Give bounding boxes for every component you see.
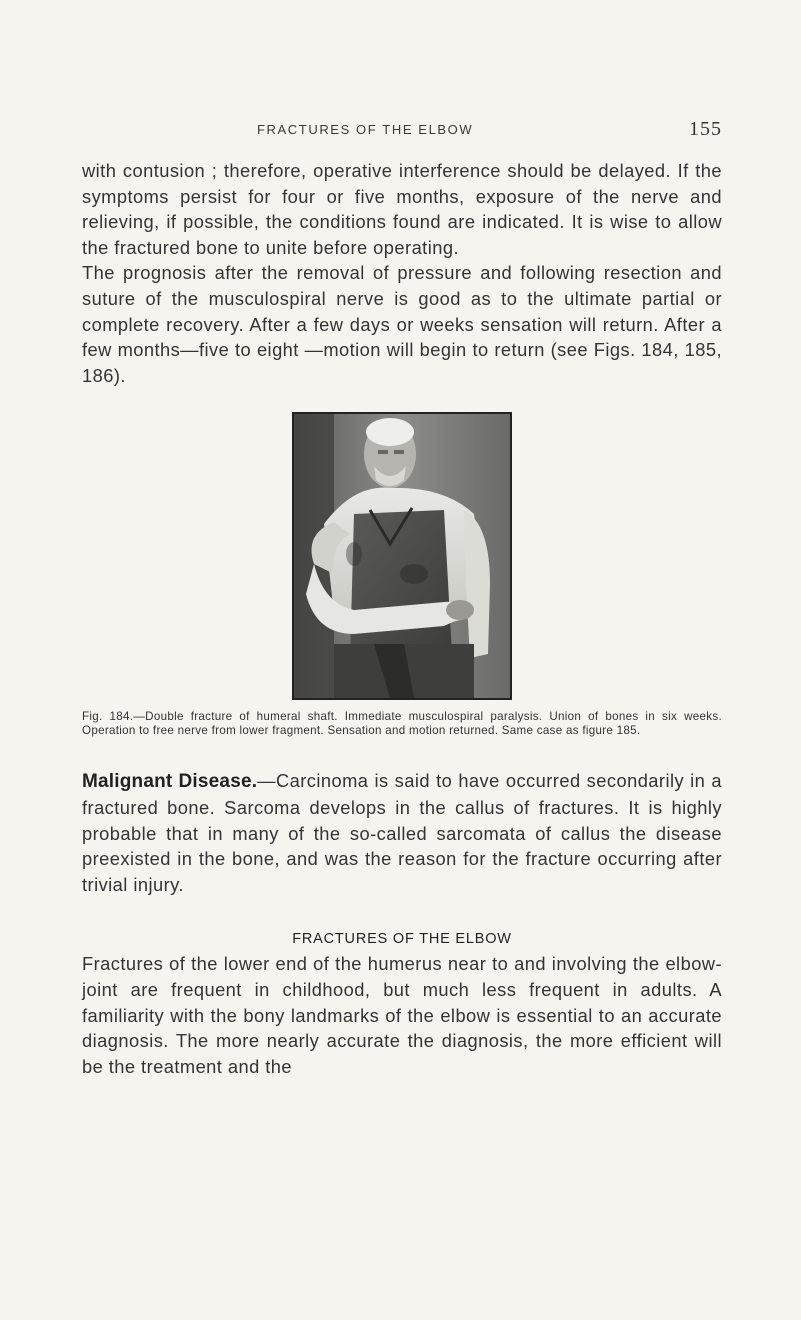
paragraph-contusion: with contusion ; therefore, operative interference should be delayed. If the symptoms persist for four or five months, exposure of the nerve and relieving, if possible, the conditions found are indicated. It is wise to allow the fractured bone to unite before operating. [82,160,722,258]
figure-184-caption: Fig. 184.—Double fracture of humeral shaft. Immediate musculospiral paralysis. Union of bones in six weeks. Operation to free nerve from lower fragment. Sensation and motion returned. Same case as figure 185. [82,710,722,738]
run-in-heading: Malignant Disease. [82,771,258,793]
book-page [82,118,722,1079]
paragraph-elbow-fractures: Fractures of the lower end of the humerus near to and involving the elbow-joint are frequent in childhood, but much less frequent in adults. A familiarity with the bony landmarks of the elbow is essential to an accurate diagnosis. The more nearly accurate the diagnosis, the more efficient will be the treatment and the [82,953,722,1077]
figure-184-photograph [292,412,512,700]
paragraph-prognosis: The prognosis after the removal of pressure and following resection and suture of the musculospiral nerve is good as to the ultimate partial or complete recovery. After a few days or weeks sensation will return. After a few months—five to eight —motion will begin to return (see Figs. 184, 185, 186). [82,262,722,386]
running-title: FRACTURES OF THE ELBOW [257,122,474,137]
page-number: 155 [689,118,722,140]
running-head [82,118,722,158]
paragraph-malignant-disease-text: —Carcinoma is said to have occurred secondarily in a fractured bone. Sarcoma develops in the callus of fractures. It is highly probable that in many of the so-called sarcomata of callus the disease preexisted in the bone, and was the reason for the fracture occurring after trivial injury. [82,770,722,895]
patient-photograph [294,414,510,698]
paragraph-malignant-disease [82,768,722,897]
section-heading: FRACTURES OF THE ELBOW [292,931,512,948]
